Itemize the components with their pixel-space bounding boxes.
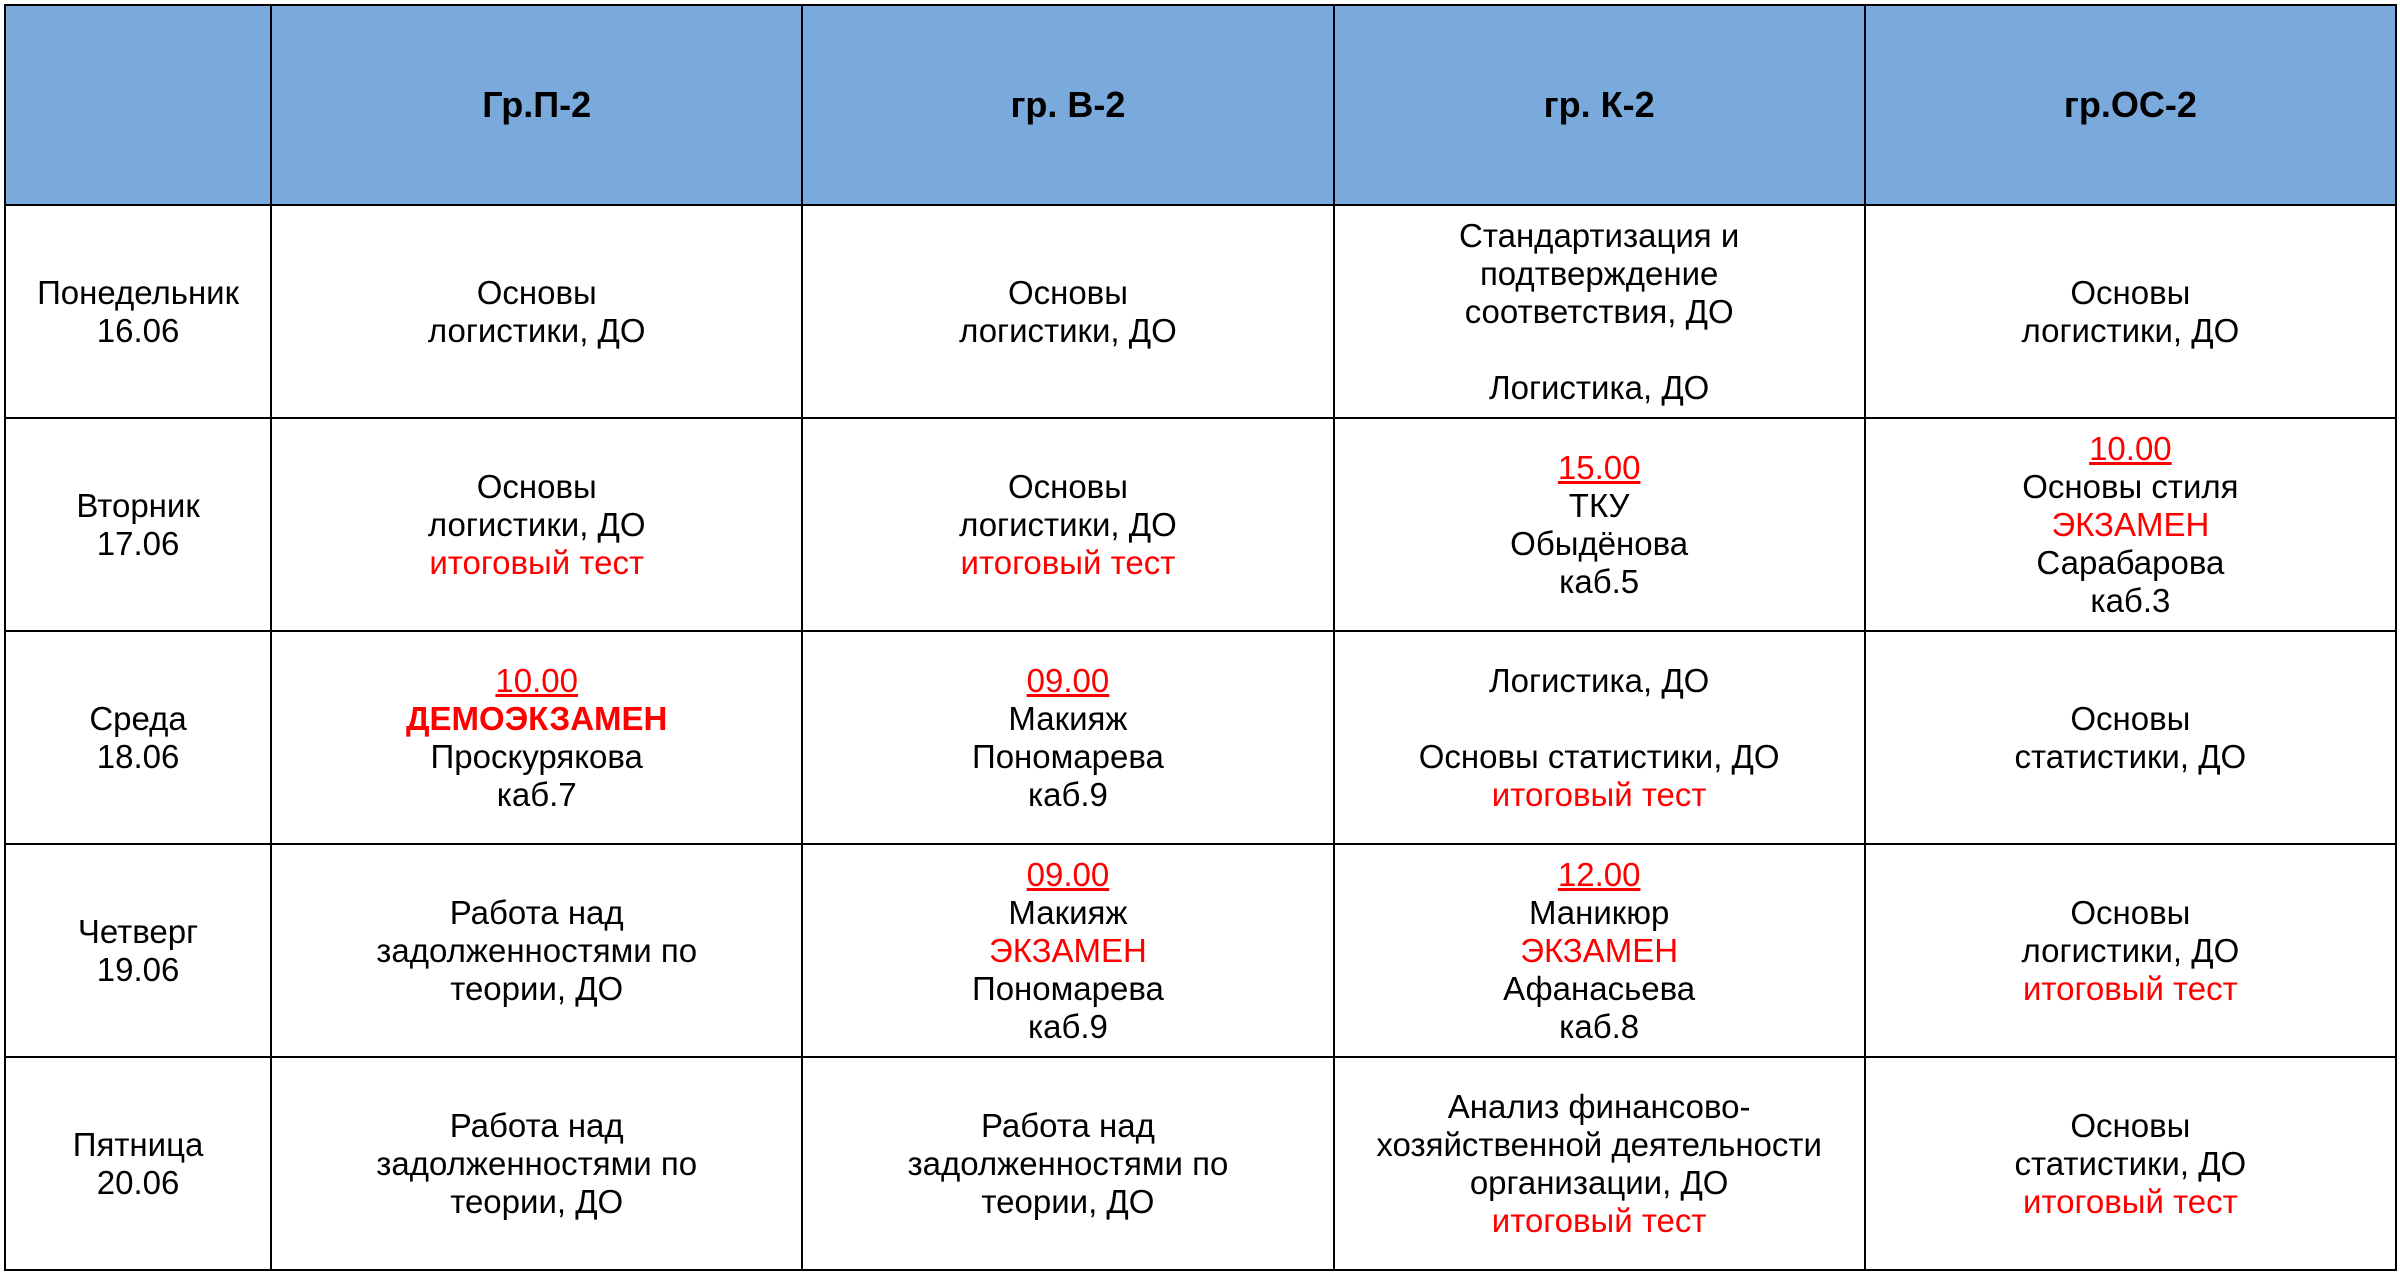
- cell-line: Маникюр: [1528, 893, 1670, 931]
- cell-line: Сарабарова: [2036, 543, 2225, 581]
- schedule-body: [5, 205, 2396, 1270]
- cell-line: логистики, ДО: [959, 505, 1177, 543]
- cell-time: 09.00: [1026, 855, 1110, 893]
- day-row: [5, 844, 2396, 1057]
- cell-line: соответствия, ДО: [1464, 292, 1734, 330]
- cell-line: организации, ДО: [1469, 1163, 1729, 1201]
- schedule-cell-v2: [802, 205, 1333, 418]
- day-name: Четверг: [77, 912, 199, 950]
- cell-line: Основы: [2070, 893, 2191, 931]
- group-header-k2: гр. К-2: [1334, 5, 1865, 205]
- cell-line: логистики, ДО: [959, 311, 1177, 349]
- schedule-cell-v2: [802, 1057, 1333, 1270]
- cell-line: теории, ДО: [450, 969, 624, 1007]
- header-row: [5, 5, 2396, 205]
- cell-line: Работа над: [449, 893, 624, 931]
- schedule-cell-k2: [1334, 418, 1865, 631]
- cell-line: Основы стиля: [2022, 467, 2239, 505]
- cell-line: подтверждение: [1479, 254, 1719, 292]
- group-header-p2: Гр.П-2: [271, 5, 802, 205]
- cell-note: итоговый тест: [1491, 1201, 1707, 1239]
- schedule-cell-os2: [1865, 631, 2396, 844]
- schedule-cell-p2: [271, 631, 802, 844]
- cell-line: Логистика, ДО: [1488, 368, 1710, 406]
- cell-note: итоговый тест: [429, 543, 645, 581]
- schedule-cell-os2: [1865, 418, 2396, 631]
- cell-line: Основы: [476, 467, 597, 505]
- cell-line: Макияж: [1008, 699, 1128, 737]
- day-row: [5, 205, 2396, 418]
- cell-time: 15.00: [1557, 448, 1641, 486]
- cell-line: хозяйственной деятельности: [1376, 1125, 1822, 1163]
- cell-line: логистики, ДО: [427, 311, 646, 349]
- day-row: [5, 1057, 2396, 1270]
- cell-line: логистики, ДО: [427, 505, 646, 543]
- cell-line: каб.7: [496, 775, 577, 813]
- day-date: 19.06: [96, 950, 180, 988]
- schedule-cell-v2: [802, 844, 1333, 1057]
- cell-line: Основы: [2070, 273, 2191, 311]
- day-cell: [5, 205, 271, 418]
- schedule-cell-p2: [271, 205, 802, 418]
- cell-line: логистики, ДО: [2021, 931, 2240, 969]
- cell-line: задолженностями по: [907, 1144, 1229, 1182]
- cell-line: теории, ДО: [981, 1182, 1155, 1220]
- cell-line: Обыдёнова: [1510, 524, 1689, 562]
- cell-line: Анализ финансово-: [1447, 1087, 1751, 1125]
- cell-line: статистики, ДО: [2014, 1144, 2247, 1182]
- cell-line: Основы: [476, 273, 597, 311]
- schedule-cell-p2: [271, 844, 802, 1057]
- cell-line: Основы: [1007, 467, 1128, 505]
- day-cell: [5, 1057, 271, 1270]
- cell-line: задолженностями по: [376, 931, 698, 969]
- cell-time: 10.00: [495, 661, 579, 699]
- schedule-cell-k2: [1334, 844, 1865, 1057]
- cell-line: теории, ДО: [450, 1182, 624, 1220]
- cell-line: статистики, ДО: [2014, 737, 2247, 775]
- cell-line: Работа над: [449, 1106, 624, 1144]
- schedule-cell-v2: [802, 631, 1333, 844]
- schedule-cell-os2: [1865, 1057, 2396, 1270]
- cell-line: ТКУ: [1568, 486, 1630, 524]
- day-date: 16.06: [96, 311, 180, 349]
- day-date: 17.06: [96, 524, 180, 562]
- day-date: 20.06: [96, 1163, 180, 1201]
- cell-note: итоговый тест: [1491, 775, 1707, 813]
- cell-line: каб.8: [1559, 1007, 1640, 1045]
- corner-cell: [5, 5, 271, 205]
- day-row: [5, 631, 2396, 844]
- cell-note: итоговый тест: [2023, 969, 2238, 1007]
- cell-note: ЭКЗАМЕН: [989, 931, 1147, 969]
- day-cell: [5, 418, 271, 631]
- cell-line: Логистика, ДО: [1488, 661, 1710, 699]
- schedule-cell-p2: [271, 418, 802, 631]
- cell-line: каб.9: [1027, 1007, 1108, 1045]
- day-row: [5, 418, 2396, 631]
- cell-spacer: [1347, 331, 1852, 369]
- schedule-cell-p2: [271, 1057, 802, 1270]
- cell-note: ЭКЗАМЕН: [2051, 505, 2210, 543]
- cell-note: итоговый тест: [2023, 1182, 2238, 1220]
- schedule-cell-os2: [1865, 205, 2396, 418]
- cell-line: Основы: [2070, 1106, 2191, 1144]
- cell-note: ДЕМОЭКЗАМЕН: [406, 699, 668, 737]
- cell-line: Основы статистики, ДО: [1418, 737, 1780, 775]
- cell-note: ЭКЗАМЕН: [1520, 931, 1679, 969]
- cell-time: 09.00: [1026, 661, 1110, 699]
- cell-spacer: [1347, 700, 1852, 738]
- day-cell: [5, 631, 271, 844]
- day-name: Вторник: [76, 486, 200, 524]
- schedule-cell-k2: [1334, 205, 1865, 418]
- cell-line: Макияж: [1008, 893, 1128, 931]
- cell-time: 10.00: [2089, 429, 2172, 467]
- schedule-table: [4, 4, 2397, 1271]
- cell-line: Пономарева: [971, 969, 1164, 1007]
- cell-note: итоговый тест: [960, 543, 1176, 581]
- cell-time: 12.00: [1557, 855, 1641, 893]
- cell-line: Основы: [2070, 699, 2191, 737]
- group-header-v2: гр. В-2: [802, 5, 1333, 205]
- cell-line: Пономарева: [971, 737, 1164, 775]
- cell-line: каб.3: [2090, 581, 2171, 619]
- schedule-cell-k2: [1334, 1057, 1865, 1270]
- day-cell: [5, 844, 271, 1057]
- day-date: 18.06: [96, 737, 180, 775]
- schedule-cell-os2: [1865, 844, 2396, 1057]
- schedule-cell-v2: [802, 418, 1333, 631]
- schedule-cell-k2: [1334, 631, 1865, 844]
- cell-line: задолженностями по: [376, 1144, 698, 1182]
- cell-line: каб.5: [1559, 562, 1640, 600]
- cell-line: каб.9: [1027, 775, 1108, 813]
- cell-line: Афанасьева: [1503, 969, 1696, 1007]
- cell-line: Стандартизация и: [1459, 216, 1740, 254]
- day-name: Среда: [89, 699, 187, 737]
- cell-line: логистики, ДО: [2021, 311, 2240, 349]
- group-header-os2: гр.ОС-2: [1865, 5, 2396, 205]
- day-name: Понедельник: [37, 273, 240, 311]
- cell-line: Работа над: [980, 1106, 1155, 1144]
- day-name: Пятница: [72, 1125, 204, 1163]
- cell-line: Основы: [1007, 273, 1128, 311]
- cell-line: Проскурякова: [430, 737, 643, 775]
